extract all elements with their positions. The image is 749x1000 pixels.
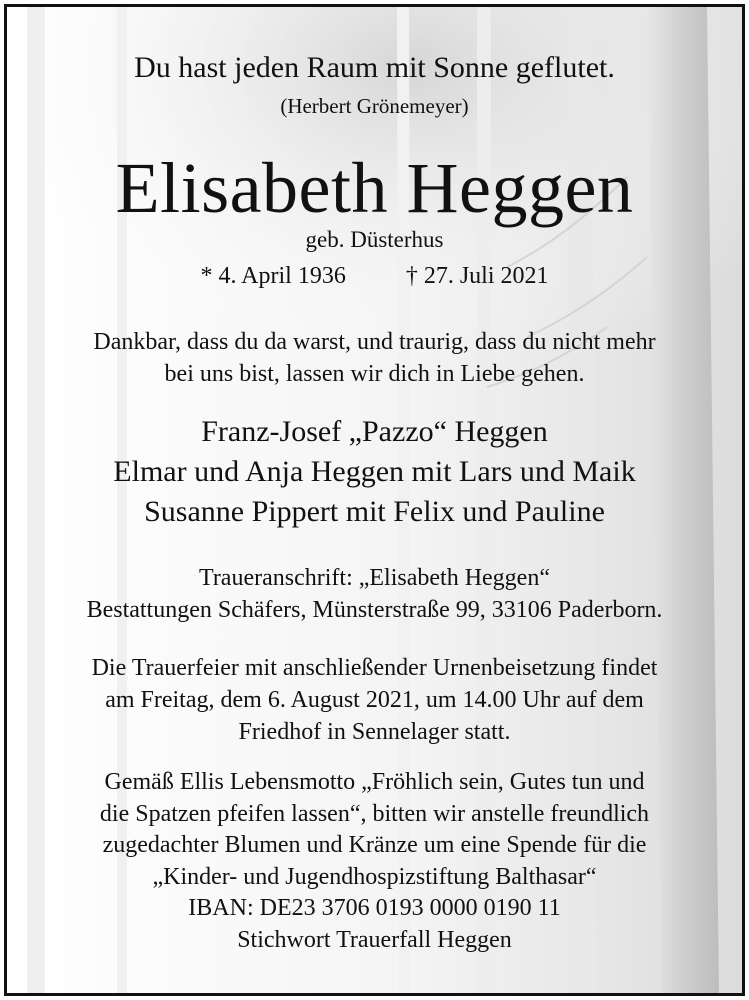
quote: Du hast jeden Raum mit Sonne geflutet. xyxy=(134,51,615,84)
reference-keyword: Stichwort Trauerfall Heggen xyxy=(237,926,512,953)
wishes-line: zugedachter Blumen und Kränze um eine Spende für die xyxy=(102,832,647,858)
quote-author: (Herbert Grönemeyer) xyxy=(280,94,469,118)
family-list xyxy=(7,412,742,532)
gratitude-line: bei uns bist, lassen wir dich in Liebe gehen. xyxy=(164,361,585,387)
funeral-service-info xyxy=(7,652,742,748)
donation-request xyxy=(7,767,742,956)
obituary-text xyxy=(7,7,742,993)
family-member: Susanne Pippert mit Felix und Pauline xyxy=(144,495,605,528)
wishes-line: die Spatzen pfeifen lassen“, bitten wir anstelle freundlich xyxy=(99,800,650,827)
wishes-line: Gemäß Ellis Lebensmotto „Fröhlich sein, Gutes tun und xyxy=(104,769,645,795)
wishes-line: „Kinder- und Jugendhospizstiftung Balthasar“ xyxy=(152,863,597,890)
life-dates xyxy=(7,263,742,290)
obituary-card xyxy=(4,4,745,996)
family-member: Elmar und Anja Heggen mit Lars und Maik xyxy=(113,455,636,488)
maiden-name: geb. Düsterhus xyxy=(305,227,444,252)
iban: IBAN: DE23 3706 0193 0000 0190 11 xyxy=(188,895,561,921)
mourning-address xyxy=(7,562,742,626)
service-line: Friedhof in Sennelager statt. xyxy=(238,719,511,745)
family-member: Franz-Josef „Pazzo“ Heggen xyxy=(201,415,548,448)
gratitude-line: Dankbar, dass du da warst, und traurig, dass du nicht mehr xyxy=(93,329,656,355)
gratitude-text xyxy=(7,326,742,390)
death-date: † 27. Juli 2021 xyxy=(405,263,549,289)
address-line: Bestattungen Schäfers, Münsterstraße 99, 33106 Paderborn. xyxy=(86,597,663,623)
service-line: Die Trauerfeier mit anschließender Urnenbeisetzung findet xyxy=(91,655,658,681)
service-line: am Freitag, dem 6. August 2021, um 14.00 Uhr auf dem xyxy=(105,687,644,713)
deceased-name: Elisabeth Heggen xyxy=(115,148,634,228)
address-line: Traueranschrift: „Elisabeth Heggen“ xyxy=(199,565,550,591)
birth-date: * 4. April 1936 xyxy=(200,263,346,289)
